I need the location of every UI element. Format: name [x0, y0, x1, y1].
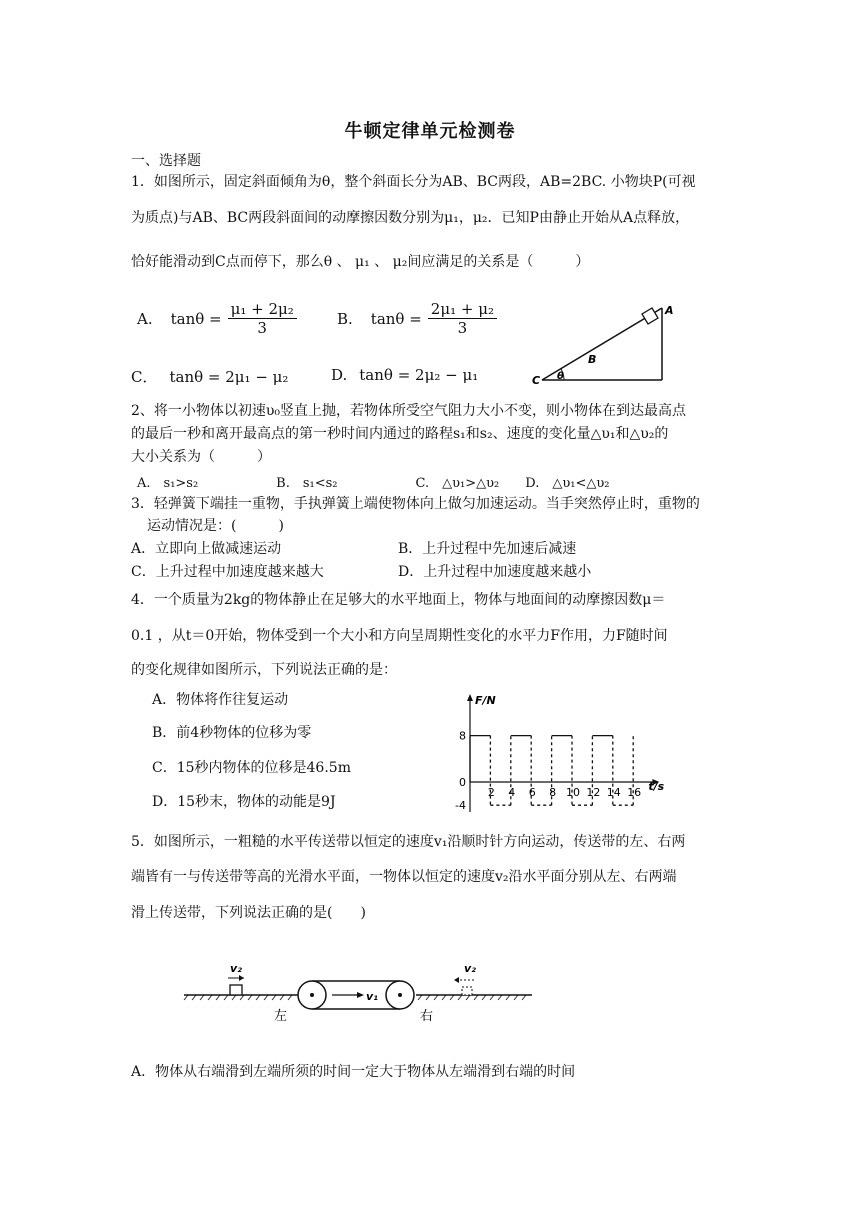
right-block	[462, 987, 472, 995]
q1-option-c-expr: tanθ = 2μ₁ − μ₂	[169, 367, 289, 386]
q4-option-a[interactable]: A．物体将作往复运动	[152, 692, 289, 708]
q3-option-d[interactable]: D．上升过程中加速度越来越小	[398, 564, 592, 580]
q1-option-b-label: B.	[337, 309, 353, 328]
q3-option-a[interactable]: A．立即向上做减速运动	[131, 541, 282, 557]
q1-option-d-expr: tanθ = 2μ₂ − μ₁	[359, 366, 479, 384]
q2-options[interactable]: A. s₁>s₂ B. s₁<s₂ C. △υ₁>△υ₂ D. △υ₁<△υ₂	[137, 476, 610, 491]
q2-line1: 2、将一小物体以初速υ₀竖直上抛，若物体所受空气阻力大小不变，则小物体在到达最高点	[131, 403, 687, 419]
q1-option-d[interactable]	[331, 366, 478, 384]
q1-option-b-numerator: 2μ₁ + μ₂	[428, 300, 497, 319]
q4-line2: 0.1 ，从t＝0开始，物体受到一个大小和方向呈周期性变化的水平力F作用，力F随时间	[131, 628, 668, 644]
q3-option-c[interactable]: C．上升过程中加速度越来越大	[131, 564, 324, 580]
q1-option-c-label: C．	[131, 368, 158, 386]
q1-option-b-denominator: 3	[457, 319, 468, 337]
incline-diagram	[528, 296, 688, 388]
x-tick-label: 12	[586, 786, 601, 799]
left-block	[230, 985, 242, 995]
x-tick-label: 6	[528, 786, 536, 799]
q1-line2: 为质点)与AB、BC两段斜面间的动摩擦因数分别为μ₁，μ₂．已知P由静止开始从A点释放，	[131, 210, 690, 226]
q3-line1: 3．轻弹簧下端挂一重物，手执弹簧上端使物体向上做匀加速运动。当手突然停止时，重物的	[131, 496, 700, 512]
x-axis-label: t/s	[648, 780, 665, 793]
q3-option-b[interactable]: B．上升过程中先加速后减速	[398, 541, 577, 557]
x-tick-label: 10	[566, 786, 580, 799]
q1-option-a[interactable]	[137, 300, 297, 337]
y-axis-label: F/N	[475, 694, 496, 707]
q1-option-a-denominator: 3	[257, 319, 267, 337]
left-v2-label: v₂	[230, 962, 242, 975]
x-tick-label: 16	[627, 786, 642, 799]
q1-option-a-lhs: tanθ =	[170, 309, 222, 328]
q2-line2: 的最后一秒和离开最高点的第一秒时间内通过的路程s₁和s₂、速度的变化量△υ₁和△υ₂的	[131, 426, 669, 442]
q1-option-b-fraction	[428, 300, 497, 337]
label-theta: θ	[557, 371, 564, 382]
chart-axes	[455, 694, 665, 812]
q1-option-a-numerator: μ₁ + 2μ₂	[228, 300, 297, 319]
q3-line2: 运动情况是：( )	[147, 518, 284, 534]
block-p	[642, 308, 658, 324]
x-tick-label: 14	[606, 786, 621, 799]
q5-line1: 5．如图所示，一粗糙的水平传送带以恒定的速度v₁沿顺时针方向运动，传送带的左、右两	[131, 834, 686, 850]
x-tick-label: 2	[487, 786, 495, 799]
label-c: C	[532, 374, 541, 387]
label-b: B	[588, 353, 597, 366]
q1-option-b[interactable]	[337, 300, 497, 337]
q4-line3: 的变化规律如图所示，下列说法正确的是：	[131, 662, 397, 678]
y-axis-arrow	[467, 694, 473, 701]
q1-option-b-lhs: tanθ =	[370, 309, 422, 328]
q4-option-b[interactable]: B．前4秒物体的位移为零	[152, 725, 312, 741]
page-title: 牛顿定律单元检测卷	[344, 121, 516, 142]
q2-line3: 大小关系为（ ）	[131, 449, 271, 465]
label-left: 左	[274, 1009, 288, 1024]
y-tick-label: 8	[459, 729, 466, 743]
x-tick-label: 4	[508, 786, 516, 799]
label-right: 右	[420, 1009, 434, 1024]
q5-line2: 端皆有一与传送带等高的光滑水平面，一物体以恒定的速度v₂沿水平面分别从左、右两端	[131, 869, 677, 885]
y-tick-label: -4	[455, 799, 466, 813]
q5-line3: 滑上传送带，下列说法正确的是( )	[131, 905, 366, 921]
right-v2-label: v₂	[464, 962, 476, 975]
label-a: A	[665, 304, 674, 317]
x-tick-label: 8	[549, 786, 557, 799]
q4-option-c[interactable]: C．15秒内物体的位移是46.5m	[152, 760, 351, 776]
belt-v1-label: v₁	[366, 990, 378, 1003]
q1-line1: 1．如图所示，固定斜面倾角为θ，整个斜面长分为AB、BC两段，AB=2BC. 小物块P(可视	[131, 174, 696, 190]
y-tick-label: 0	[459, 776, 466, 789]
q4-line1: 4．一个质量为2kg的物体静止在足够大的水平地面上，物体与地面间的动摩擦因数μ＝	[131, 592, 666, 608]
force-time-chart	[440, 690, 665, 820]
q1-option-a-label: A.	[137, 309, 153, 328]
section-heading: 一、选择题	[131, 153, 201, 169]
conveyor-diagram	[180, 958, 540, 1032]
q1-option-a-fraction	[228, 300, 297, 337]
q4-option-d[interactable]: D．15秒末，物体的动能是9J	[152, 794, 336, 810]
q1-option-c[interactable]	[131, 366, 288, 387]
q1-line3: 恰好能滑动到C点而停下，那么θ 、 μ₁ 、 μ₂间应满足的关系是（ ）	[131, 254, 590, 270]
q5-option-a[interactable]: A．物体从右端滑到左端所须的时间一定大于物体从左端滑到右端的时间	[131, 1064, 576, 1080]
q1-option-d-label: D.	[331, 366, 348, 384]
